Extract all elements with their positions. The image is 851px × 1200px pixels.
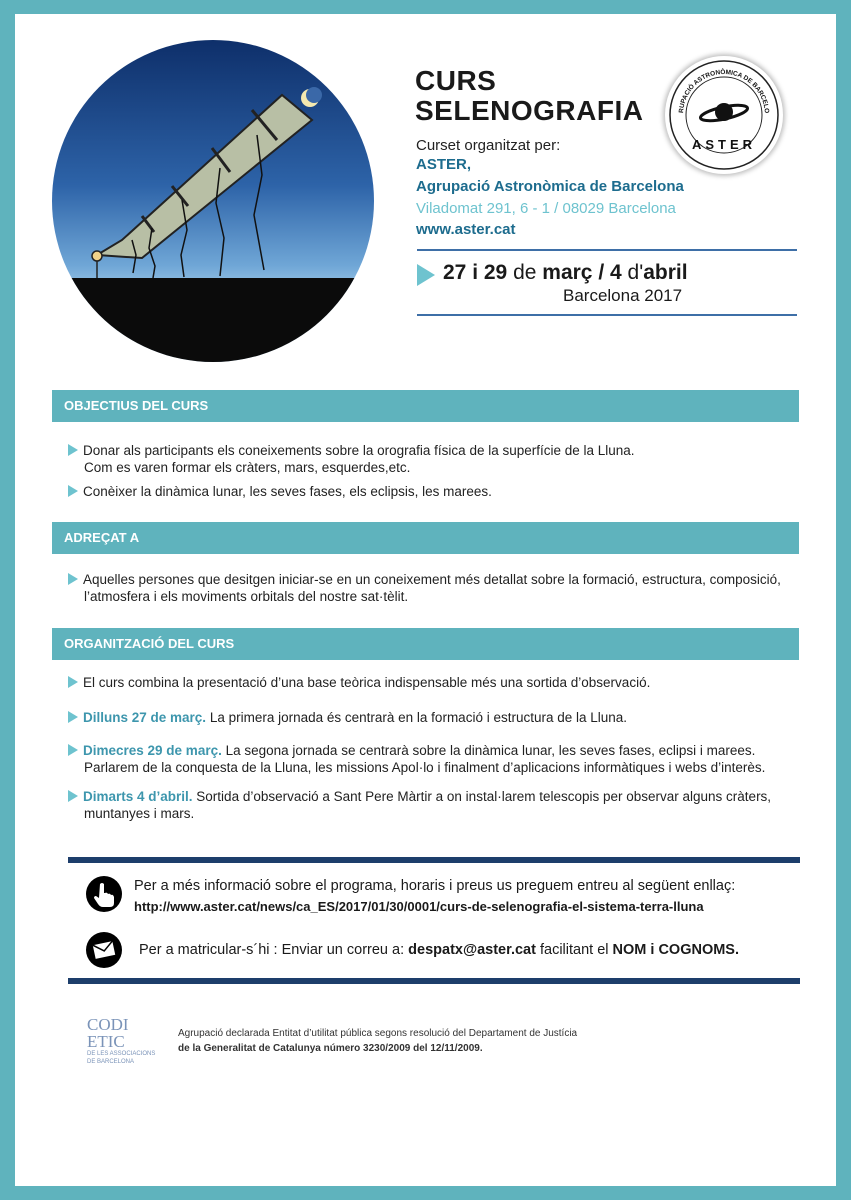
divider-top bbox=[417, 249, 797, 251]
bullet-triangle-icon bbox=[68, 573, 78, 585]
bullet-triangle-icon bbox=[68, 711, 78, 723]
title-line-2: SELENOGRAFIA bbox=[415, 95, 644, 126]
list-item: Conèixer la dinàmica lunar, les seves fases, els eclipsis, les marees. bbox=[68, 483, 808, 500]
poster-sheet bbox=[15, 14, 836, 1186]
course-title bbox=[415, 66, 643, 126]
telescope-illustration bbox=[52, 40, 374, 362]
svg-text:AGRUPACIÓ ASTRONÒMICA DE BARCE: RUPACIÓ ASTRONÒMICA DE BARCELO bbox=[678, 68, 771, 114]
list-item: Donar als participants els coneixements sobre la orografia física de la superfície de la Lluna. Com es varen formar els cràters, mars, esquerdes,etc. bbox=[68, 442, 808, 476]
title-line-1: CURS bbox=[415, 65, 497, 96]
list-item: Dimarts 4 d’abril. Sortida d’observació a Sant Pere Màrtir a on instal·larem telescopis per observar alguns cràters, muntanyes i mars. bbox=[68, 788, 808, 822]
bullet-triangle-icon bbox=[68, 744, 78, 756]
org-short-name: ASTER, bbox=[416, 156, 472, 173]
more-info-link[interactable]: http://www.aster.cat/news/ca_ES/2017/01/30/0001/curs-de-selenografia-el-sistema-terra-lluna bbox=[134, 899, 704, 914]
bullet-triangle-icon bbox=[68, 444, 78, 456]
info-band-bottom bbox=[68, 978, 800, 984]
bullet-triangle-icon bbox=[68, 790, 78, 802]
enroll-email-link[interactable]: despatx@aster.cat bbox=[408, 942, 536, 958]
org-website-link[interactable]: www.aster.cat bbox=[416, 221, 516, 238]
course-dates: 27 i 29 de març / 4 d'abril bbox=[443, 261, 688, 284]
svg-text:ASTER: ASTER bbox=[691, 137, 757, 152]
list-item: Aquelles persones que desitgen iniciar-se en un coneixement més detallat sobre la formació, estructura, composició, l’atmosfera i els moviments orbitals del nostre sat·tèlit. bbox=[68, 571, 808, 605]
list-item: Dilluns 27 de març. La primera jornada és centrarà en la formació i estructura de la Lluna. bbox=[68, 709, 808, 726]
bullet-triangle-icon bbox=[68, 485, 78, 497]
divider-bottom bbox=[417, 314, 797, 316]
codi-etic-logo: CODI ETIC DE LES ASSOCIACIONS DE BARCELONA bbox=[87, 1015, 156, 1065]
pointing-hand-icon bbox=[86, 876, 122, 912]
section-header-organitzacio: ORGANITZACIÓ DEL CURS bbox=[52, 628, 799, 660]
course-place: Barcelona 2017 bbox=[563, 286, 683, 305]
list-item: Dimecres 29 de març. La segona jornada se centrarà sobre la dinàmica lunar, les seves fases, eclipsi i marees. Parlarem de la conquesta de la Lluna, les missions Apol·lo i finalment d’aplicacions informàtiques i webs d’interès. bbox=[68, 742, 808, 776]
org-address: Viladomat 291, 6 - 1 / 08029 Barcelona bbox=[416, 200, 676, 217]
enroll-text: Per a matricular-s´hi : Enviar un correu a: despatx@aster.cat facilitant el NOM i COGNOMS. bbox=[139, 942, 740, 958]
bullet-triangle-icon bbox=[417, 264, 435, 286]
aster-logo bbox=[665, 56, 783, 174]
legal-notice: Agrupació declarada Entitat d’utilitat pública segons resolució del Departament de Justícia de la Generalitat de Catalunya número 3230/2009 del 12/11/2009. bbox=[178, 1028, 578, 1054]
more-info-text: Per a més informació sobre el programa, horaris i preus us preguem entreu al següent enllaç: bbox=[134, 878, 736, 894]
envelope-icon bbox=[86, 932, 122, 968]
org-full-name: Agrupació Astronòmica de Barcelona bbox=[416, 178, 684, 195]
list-item: El curs combina la presentació d’una base teòrica indispensable més una sortida d’observació. bbox=[68, 674, 808, 691]
organized-by-label: Curset organitzat per: bbox=[416, 137, 561, 154]
section-header-adrecat: ADREÇAT A bbox=[52, 522, 799, 554]
section-header-objectius: OBJECTIUS DEL CURS bbox=[52, 390, 799, 422]
info-band-top bbox=[68, 857, 800, 863]
bullet-triangle-icon bbox=[68, 676, 78, 688]
